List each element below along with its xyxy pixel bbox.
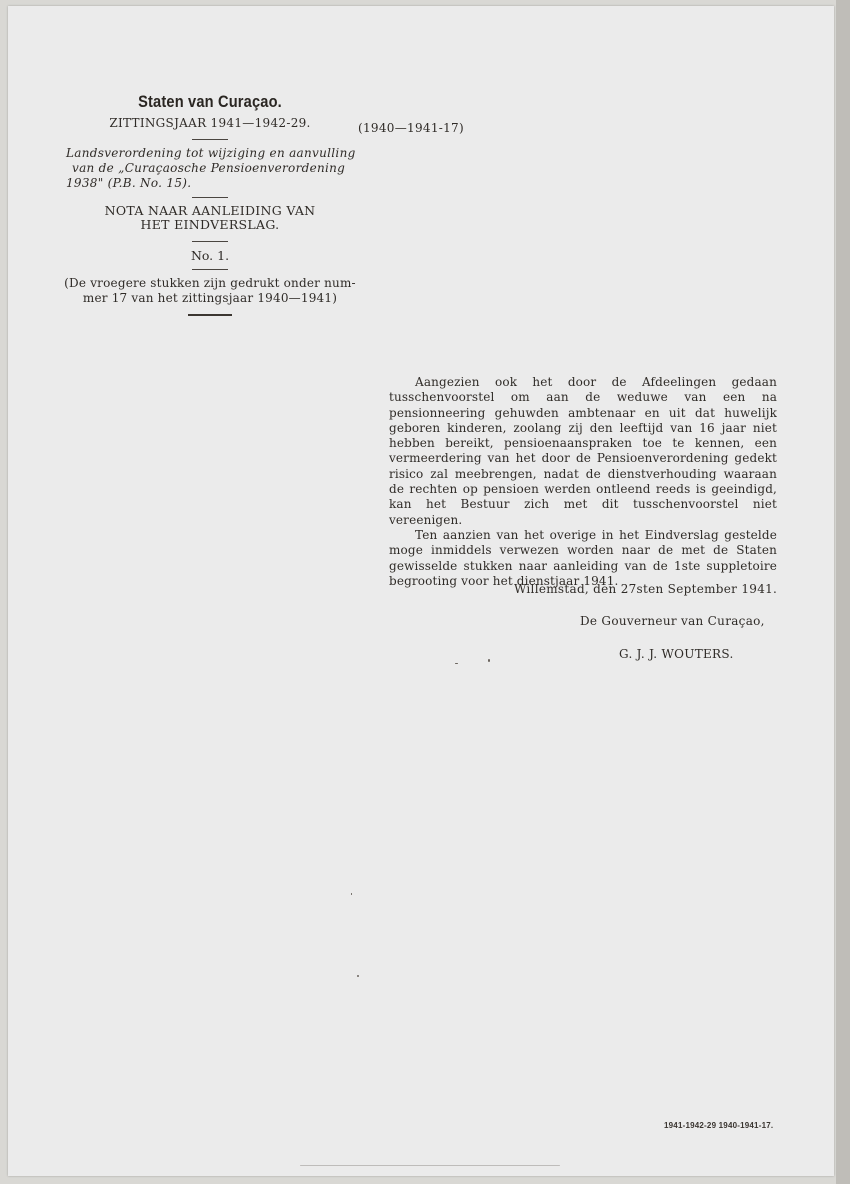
- previous-documents-note: [60, 276, 360, 306]
- page-edge: [836, 0, 850, 1184]
- separator-rule: [192, 269, 228, 270]
- nota-heading-line: NOTA NAAR AANLEIDING VAN: [104, 203, 316, 218]
- note-line: mer 17 van het zittingsjaar 1940—1941): [82, 291, 338, 305]
- law-title-line: 1938" (P.B. No. 15).: [66, 176, 192, 190]
- footer-reference: 1941-1942-29 1940-1941-17.: [664, 1121, 774, 1130]
- law-title-line: van de „Curaçaosche Pensioenverordening: [72, 161, 346, 175]
- governor-title: De Gouverneur van Curaçao,: [580, 614, 765, 628]
- paper-speck: [455, 663, 458, 664]
- law-title: [60, 146, 360, 191]
- signature-name: G. J. J. WOUTERS.: [619, 647, 734, 661]
- body-text: [389, 375, 777, 589]
- paper-speck: [488, 659, 490, 662]
- nota-heading: [60, 204, 360, 232]
- separator-rule: [192, 197, 228, 198]
- paper-fold-mark: [300, 1165, 560, 1166]
- nota-heading-line: HET EINDVERSLAG.: [140, 217, 280, 232]
- note-line: (De vroegere stukken zijn gedrukt onder num-: [64, 276, 356, 290]
- document-title: Staten van Curaçao.: [138, 92, 282, 111]
- separator-rule: [192, 139, 228, 140]
- law-title-line: Landsverordening tot wijziging en aanvulling: [66, 146, 356, 160]
- place-date: Willemstad, den 27sten September 1941.: [514, 582, 778, 596]
- separator-rule-thick: [188, 314, 232, 316]
- session-year: ZITTINGSJAAR 1941—1942-29.: [109, 116, 311, 130]
- paper-speck: [357, 975, 359, 977]
- body-paragraph: Ten aanzien van het overige in het Eindverslag gestelde moge inmiddels verwezen worden naar de met de Staten gewisselde stukken naar aanleiding van de 1ste suppletoire begrooting voor het dienstjaar 1941.: [389, 527, 777, 588]
- body-paragraph: Aangezien ook het door de Afdeelingen gedaan tusschenvoorstel om aan de weduwe van een na pensionneering gehuwden ambtenaar en uit dat huwelijk geboren kinderen, zoolang zij den leeftijd van 16 jaar niet hebben bereikt, pensioenaanspraken toe te kennen, een vermeerdering van het door de Pensioenverordening gedekt risico zal meebrengen, nadat de dienstverhouding waaraan de rechten op pensioen werden ontleend reeds is geeindigd, kan het Bestuur zich met dit tusschenvoorstel niet vereenigen.: [389, 375, 777, 527]
- header-block: [60, 92, 360, 316]
- document-number: No. 1.: [190, 248, 230, 263]
- separator-rule: [192, 241, 228, 242]
- paper-speck: [351, 893, 352, 895]
- previous-reference: (1940—1941-17): [358, 121, 464, 135]
